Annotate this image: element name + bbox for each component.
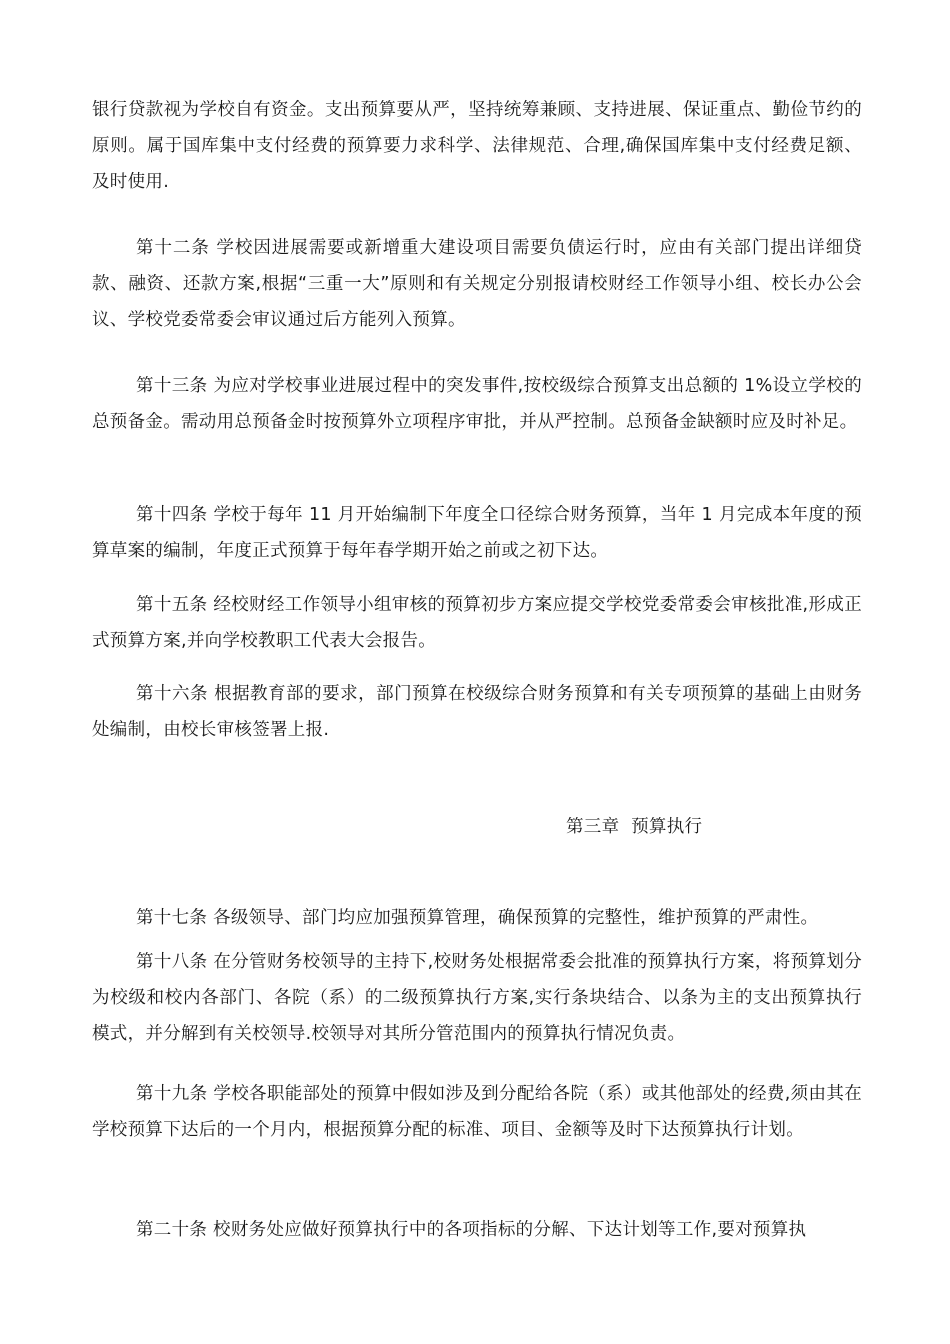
paragraph-article-13: 第十三条 为应对学校事业进展过程中的突发事件,按校级综合预算支出总额的 1%设立学校的总预备金。需动用总预备金时按预算外立项程序审批，并从严控制。总预备金缺额时应及时补足。: [92, 376, 862, 432]
paragraph-continuation: 银行贷款视为学校自有资金。支出预算要从严，坚持统筹兼顾、支持进展、保证重点、勤俭节约的原则。属于国库集中支付经费的预算要力求科学、法律规范、合理,确保国库集中支付经费足额、及时使用.: [92, 100, 862, 192]
paragraph-article-16: 第十六条 根据教育部的要求，部门预算在校级综合财务预算和有关专项预算的基础上由财务处编制，由校长审核签署上报.: [92, 684, 862, 740]
paragraph-article-17: 第十七条 各级领导、部门均应加强预算管理，确保预算的完整性，维护预算的严肃性。: [136, 908, 819, 928]
paragraph-article-15: 第十五条 经校财经工作领导小组审核的预算初步方案应提交学校党委常委会审核批准,形成正式预算方案,并向学校教职工代表大会报告。: [92, 595, 862, 651]
paragraph-article-20: 第二十条 校财务处应做好预算执行中的各项指标的分解、下达计划等工作,要对预算执: [136, 1220, 807, 1240]
chapter-heading: 第三章 预算执行: [566, 817, 703, 837]
paragraph-article-18: 第十八条 在分管财务校领导的主持下,校财务处根据常委会批准的预算执行方案，将预算划分为校级和校内各部门、各院（系）的二级预算执行方案,实行条块结合、以条为主的支出预算执行模式，并分解到有关校领导.校领导对其所分管范围内的预算执行情况负责。: [92, 952, 862, 1044]
paragraph-article-14: 第十四条 学校于每年 11 月开始编制下年度全口径综合财务预算，当年 1 月完成本年度的预算草案的编制，年度正式预算于每年春学期开始之前或之初下达。: [92, 505, 862, 561]
paragraph-article-12: 第十二条 学校因进展需要或新增重大建设项目需要负债运行时，应由有关部门提出详细贷款、融资、还款方案,根据“三重一大”原则和有关规定分别报请校财经工作领导小组、校长办公会议、学校党委常委会审议通过后方能列入预算。: [92, 238, 862, 330]
paragraph-article-19: 第十九条 学校各职能部处的预算中假如涉及到分配给各院（系）或其他部处的经费,须由其在学校预算下达后的一个月内，根据预算分配的标准、项目、金额等及时下达预算执行计划。: [92, 1084, 862, 1140]
